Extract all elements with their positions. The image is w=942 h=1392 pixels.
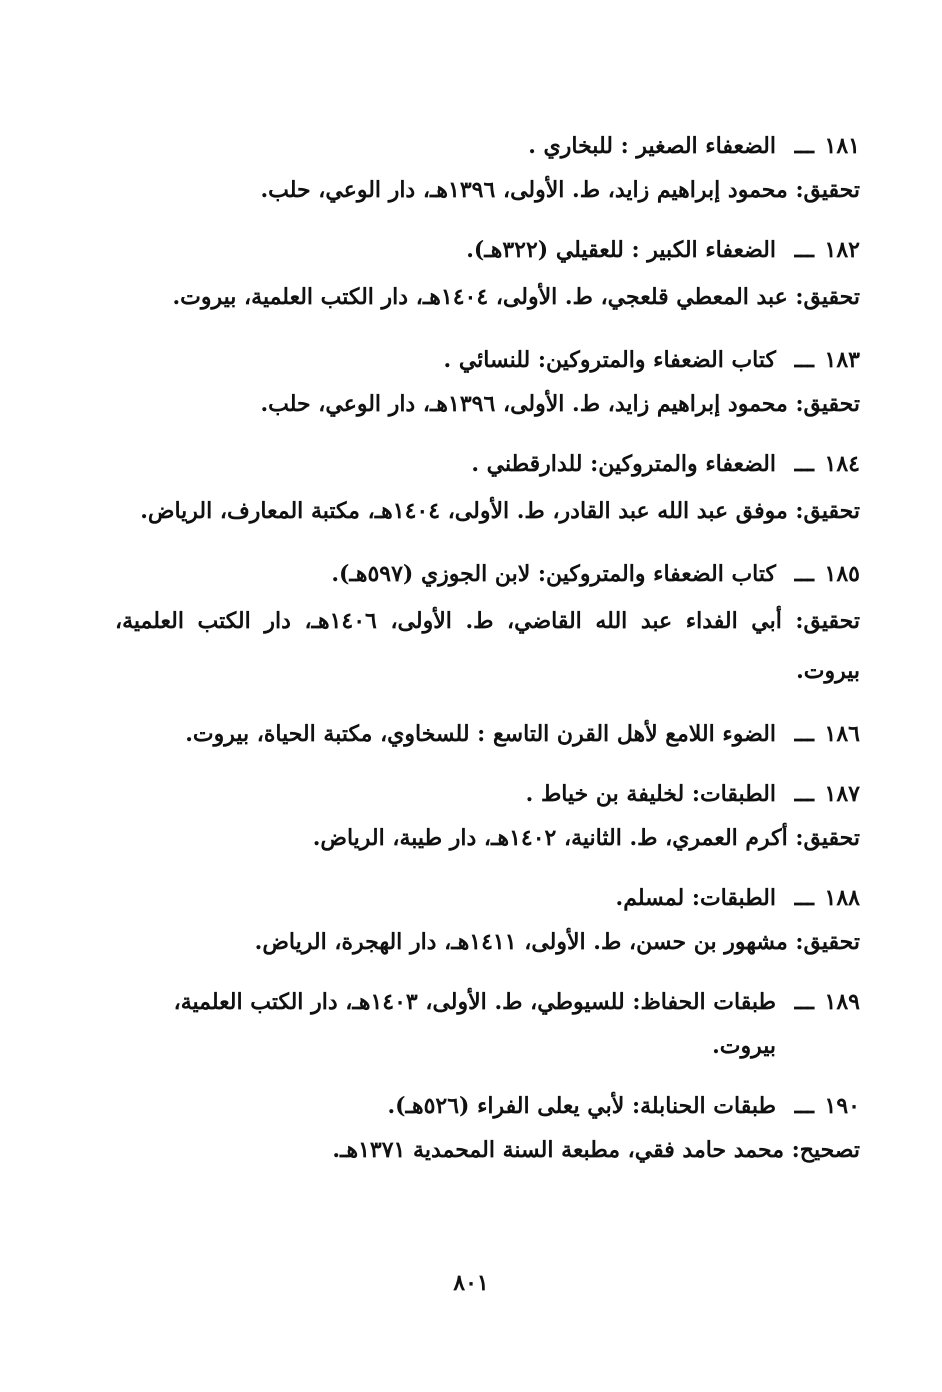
- bibliography-entry-182: [115, 228, 860, 322]
- entry-title: الطبقات: لخليفة بن خياط .: [525, 781, 776, 807]
- entry-number: ١٨٣ـــ: [794, 347, 860, 373]
- entry-detail: تحقيق: محمود إبراهيم زايد، ط. الأولى، ١٣٩٦هـ، دار الوعي، حلب.: [260, 177, 860, 203]
- entry-detail: تحقيق: محمود إبراهيم زايد، ط. الأولى، ١٣٩٦هـ، دار الوعي، حلب.: [260, 391, 860, 417]
- entry-title: الطبقات: لمسلم.: [615, 885, 776, 911]
- entry-title: كتاب الضعفاء والمتروكين: لابن الجوزي (٥٩٧هـ).: [331, 561, 776, 587]
- bibliography-entry-188: [115, 876, 860, 964]
- bibliography-entry-187: [115, 772, 860, 860]
- entry-number: ١٩٠ـــ: [794, 1093, 860, 1119]
- entry-number: ١٨٧ـــ: [794, 781, 860, 807]
- entry-number: ١٨١ـــ: [794, 133, 860, 159]
- entry-detail: تحقيق: أكرم العمري، ط. الثانية، ١٤٠٢هـ، دار طيبة، الرياض.: [312, 825, 860, 851]
- entry-detail: تحقيق: أبي الفداء عبد الله القاضي، ط. الأولى، ١٤٠٦هـ، دار الكتب العلمية، بيروت.: [115, 608, 860, 684]
- entry-detail: تصحيح: محمد حامد فقي، مطبعة السنة المحمدية ١٣٧١هـ.: [332, 1137, 860, 1163]
- bibliography-list: [115, 124, 860, 1172]
- entry-number: ١٨٤ـــ: [794, 451, 860, 477]
- entry-number: ١٨٨ـــ: [794, 885, 860, 911]
- entry-detail: تحقيق: مشهور بن حسن، ط. الأولى، ١٤١١هـ، دار الهجرة، الرياض.: [254, 929, 860, 955]
- entry-title: طبقات الحنابلة: لأبي يعلى الفراء (٥٢٦هـ).: [387, 1093, 776, 1119]
- bibliography-entry-185: [115, 552, 860, 696]
- entry-title: الضعفاء والمتروكين: للدارقطني .: [471, 451, 776, 477]
- bibliography-entry-183: [115, 338, 860, 426]
- entry-title: الضعفاء الصغير : للبخاري .: [528, 133, 776, 159]
- entry-detail: تحقيق: عبد المعطي قلعجي، ط. الأولى، ١٤٠٤هـ، دار الكتب العلمية، بيروت.: [172, 284, 860, 310]
- entry-title: الضعفاء الكبير : للعقيلي (٣٢٢هـ).: [466, 237, 776, 263]
- bibliography-entry-190: [115, 1084, 860, 1172]
- entry-number: ١٨٢ـــ: [794, 237, 860, 263]
- entry-title: كتاب الضعفاء والمتروكين: للنسائي .: [443, 347, 776, 373]
- entry-detail: تحقيق: موفق عبد الله عبد القادر، ط. الأولى، ١٤٠٤هـ، مكتبة المعارف، الرياض.: [140, 498, 860, 524]
- entry-title: الضوء اللامع لأهل القرن التاسع : للسخاوي، مكتبة الحياة، بيروت.: [185, 721, 776, 747]
- bibliography-entry-186: [115, 712, 860, 756]
- bibliography-entry-189: [115, 980, 860, 1068]
- page-number: ٨٠١: [453, 1270, 489, 1296]
- bibliography-entry-181: [115, 124, 860, 212]
- entry-number: ١٨٥ـــ: [794, 561, 860, 587]
- bibliography-entry-184: [115, 442, 860, 536]
- entry-number: ١٨٩ـــ: [794, 989, 860, 1015]
- entry-title: طبقات الحفاظ: للسيوطي، ط. الأولى، ١٤٠٣هـ، دار الكتب العلمية، بيروت.: [173, 989, 776, 1059]
- entry-number: ١٨٦ـــ: [794, 721, 860, 747]
